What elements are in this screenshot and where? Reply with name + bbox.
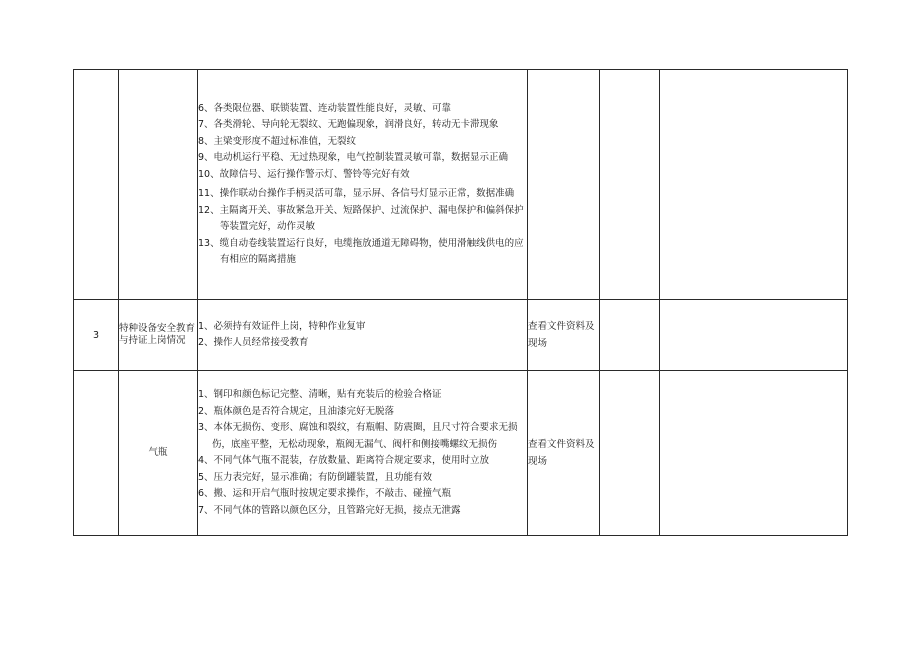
inspection-method: 查看文件资料及现场	[528, 371, 600, 536]
requirement-item: 2、瓶体颜色是否符合规定，且油漆完好无脱落	[198, 405, 395, 417]
inspection-item: 气瓶	[119, 371, 198, 536]
row-number: 3	[74, 300, 119, 371]
requirement-item: 6、各类限位器、联锁装置、连动装置性能良好，灵敏、可靠	[198, 102, 452, 114]
requirement-item: 6、搬、运和开启气瓶时按规定要求操作，不敲击、碰撞气瓶	[198, 488, 452, 499]
inspection-item	[119, 70, 198, 300]
requirement-item: 4、不同气体气瓶不混装，存放数量、距离符合规定要求，使用时立放	[198, 455, 490, 466]
requirement-item: 7、各类滑轮、导向轮无裂纹、无跑偏现象，润滑良好，转动无卡滞现象	[198, 119, 499, 130]
requirements-list	[198, 319, 527, 352]
requirement-item: 1、必须持有效证件上岗，特种作业复审	[198, 320, 366, 332]
requirements-list	[198, 101, 527, 269]
result-cell	[600, 371, 660, 536]
result-cell	[600, 70, 660, 300]
remark-cell	[660, 70, 848, 300]
row-number	[74, 371, 119, 536]
requirement-item: 2、操作人员经常接受教育	[198, 337, 309, 348]
requirements-cell	[198, 371, 528, 536]
requirement-item: 11、操作联动台操作手柄灵活可靠，显示屏、各信号灯显示正常，数据准确	[198, 188, 515, 199]
requirement-item: 10、故障信号、运行操作警示灯、警铃等完好有效	[198, 168, 410, 180]
inspection-method: 查看文件资料及现场	[528, 300, 600, 371]
requirement-item: 9、电动机运行平稳、无过热现象，电气控制装置灵敏可靠，数据显示正确	[198, 152, 509, 163]
requirement-item: 13、缆自动卷线装置运行良好，电缆拖放通道无障碍物，使用滑触线供电的应有相应的隔离措施	[198, 237, 524, 265]
requirements-cell	[198, 300, 528, 371]
requirements-cell	[198, 70, 528, 300]
remark-cell	[660, 371, 848, 536]
requirement-item: 1、钢印和颜色标记完整、清晰，贴有充装后的检验合格证	[198, 389, 442, 400]
remark-cell	[660, 300, 848, 371]
requirement-item: 12、主隔离开关、事故紧急开关、短路保护、过流保护、漏电保护和偏斜保护等装置完好，动作灵敏	[198, 204, 524, 232]
table-row	[74, 371, 848, 536]
inspection-item: 特种设备安全教育与持证上岗情况	[119, 300, 198, 371]
inspection-method	[528, 70, 600, 300]
result-cell	[600, 300, 660, 371]
requirement-item: 5、压力表完好，显示准确；有防倒罐装置，且功能有效	[198, 471, 433, 483]
requirement-item: 3、本体无损伤、变形、腐蚀和裂纹，有瓶帽、防震圈，且尺寸符合要求无损伤，底座平整，无松动现象，瓶阀无漏气、阀杆和侧接嘴螺纹无损伤	[198, 422, 518, 450]
requirement-item: 7、不同气体的管路以颜色区分，且管路完好无损，接点无泄露	[198, 504, 461, 516]
table-row	[74, 70, 848, 300]
inspection-table	[73, 69, 848, 536]
row-number	[74, 70, 119, 300]
table-row	[74, 300, 848, 371]
requirements-list	[198, 387, 527, 519]
requirement-item: 8、主梁变形度不超过标准值，无裂纹	[198, 135, 357, 147]
